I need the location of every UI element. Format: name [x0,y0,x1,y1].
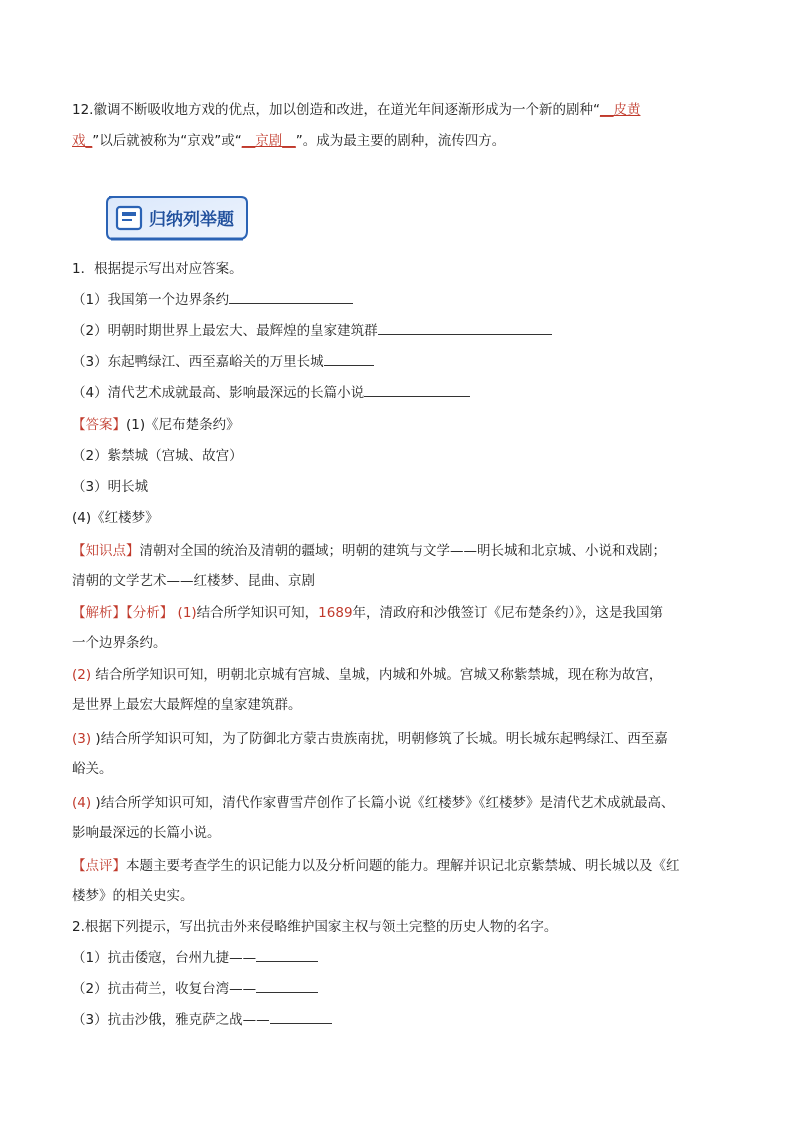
comment-tag: 【点评】 [72,858,126,874]
analysis-3-line1: (3) )结合所学知识可知，为了防御北方蒙古贵族南扰，明朝修筑了长城。明长城东起鸭绿江、西至嘉 [72,731,668,747]
q12-answer-1: __皮黄 [599,102,641,118]
q2-item-1: （1）抗击倭寇，台州九捷—— [72,943,732,974]
q1-item-2: （2）明朝时期世界上最宏大、最辉煌的皇家建筑群 [72,316,732,347]
comment-line2: 楼梦》的相关史实。 [72,888,194,904]
knowledge-point-line1: 【知识点】清朝对全国的统治及清朝的疆域；明朝的建筑与文学——明长城和北京城、小说和戏剧； [72,543,666,559]
q1-item-1: （1）我国第一个边界条约 [72,285,732,316]
analysis-4-line2: 影响最深远的长篇小说。 [72,825,221,841]
comment-line1: 【点评】本题主要考查学生的识记能力以及分析问题的能力。理解并识记北京紫禁城、明长城以及《红 [72,858,680,874]
analysis-line1: 【解析】【分析】 (1)结合所学知识可知，1689年，清政府和沙俄签订《尼布楚条约）》，这是我国第 [72,605,664,621]
analysis-2-line1: (2) 结合所学知识可知，明朝北京城有宫城、皇城，内城和外城。宫城又称紫禁城，现在称为故宫， [72,667,663,683]
q12-answer-2: __京剧__ [241,133,296,149]
blank-line [270,1009,332,1024]
section-badge [103,193,251,243]
analysis-3-line2: 峪关。 [72,761,113,777]
q1-answer-2: （2）紫禁城（宫城、故宫） [72,448,243,464]
q1-answer-3: （3）明长城 [72,479,149,495]
analysis-4-line1: (4) )结合所学知识可知，清代作家曹雪芹创作了长篇小说《红楼梦》《红楼梦》是清代艺术成就最高、 [72,795,675,811]
analysis-2-line2: 是世界上最宏大最辉煌的皇家建筑群。 [72,697,302,713]
blank-line [256,947,318,962]
blank-line [256,978,318,993]
q1-answer-4: (4)《红楼梦》 [72,510,159,526]
q1-item-4: （4）清代艺术成就最高、影响最深远的长篇小说 [72,378,732,409]
q12-line2: 戏_”以后就被称为“京戏”或“__京剧__”。成为最主要的剧种，流传四方。 [72,133,506,149]
badge-label: 归纳列举题 [149,210,234,230]
q1-item-3: （3）东起鸭绿江、西至嘉峪关的万里长城 [72,347,732,378]
knowledge-point-tag: 【知识点】 [72,543,140,559]
analysis-tag: 【解析】【分析】 [72,605,174,621]
notebook-icon [117,207,141,229]
q2-item-3: （3）抗击沙俄，雅克萨之战—— [72,1005,732,1036]
q1-stem: 1．根据提示写出对应答案。 [72,261,243,277]
knowledge-point-line2: 清朝的文学艺术——红楼梦、昆曲、京剧 [72,573,315,589]
q12-line1: 12.徽调不断吸收地方戏的优点，加以创造和改进，在道光年间逐渐形成为一个新的剧种“__皮黄 [72,102,641,118]
answer-tag: 【答案】 [72,417,126,433]
blank-line [229,289,353,304]
blank-line [324,351,374,366]
q2-stem: 2.根据下列提示，写出抗击外来侵略维护国家主权与领土完整的历史人物的名字。 [72,919,558,935]
analysis-line2: 一个边界条约。 [72,635,167,651]
blank-line [364,382,470,397]
q12-answer-1-cont: 戏_ [72,133,93,149]
q1-answer-1: 【答案】(1)《尼布楚条约》 [72,417,240,433]
q2-item-2: （2）抗击荷兰，收复台湾—— [72,974,732,1005]
blank-line [378,320,552,335]
